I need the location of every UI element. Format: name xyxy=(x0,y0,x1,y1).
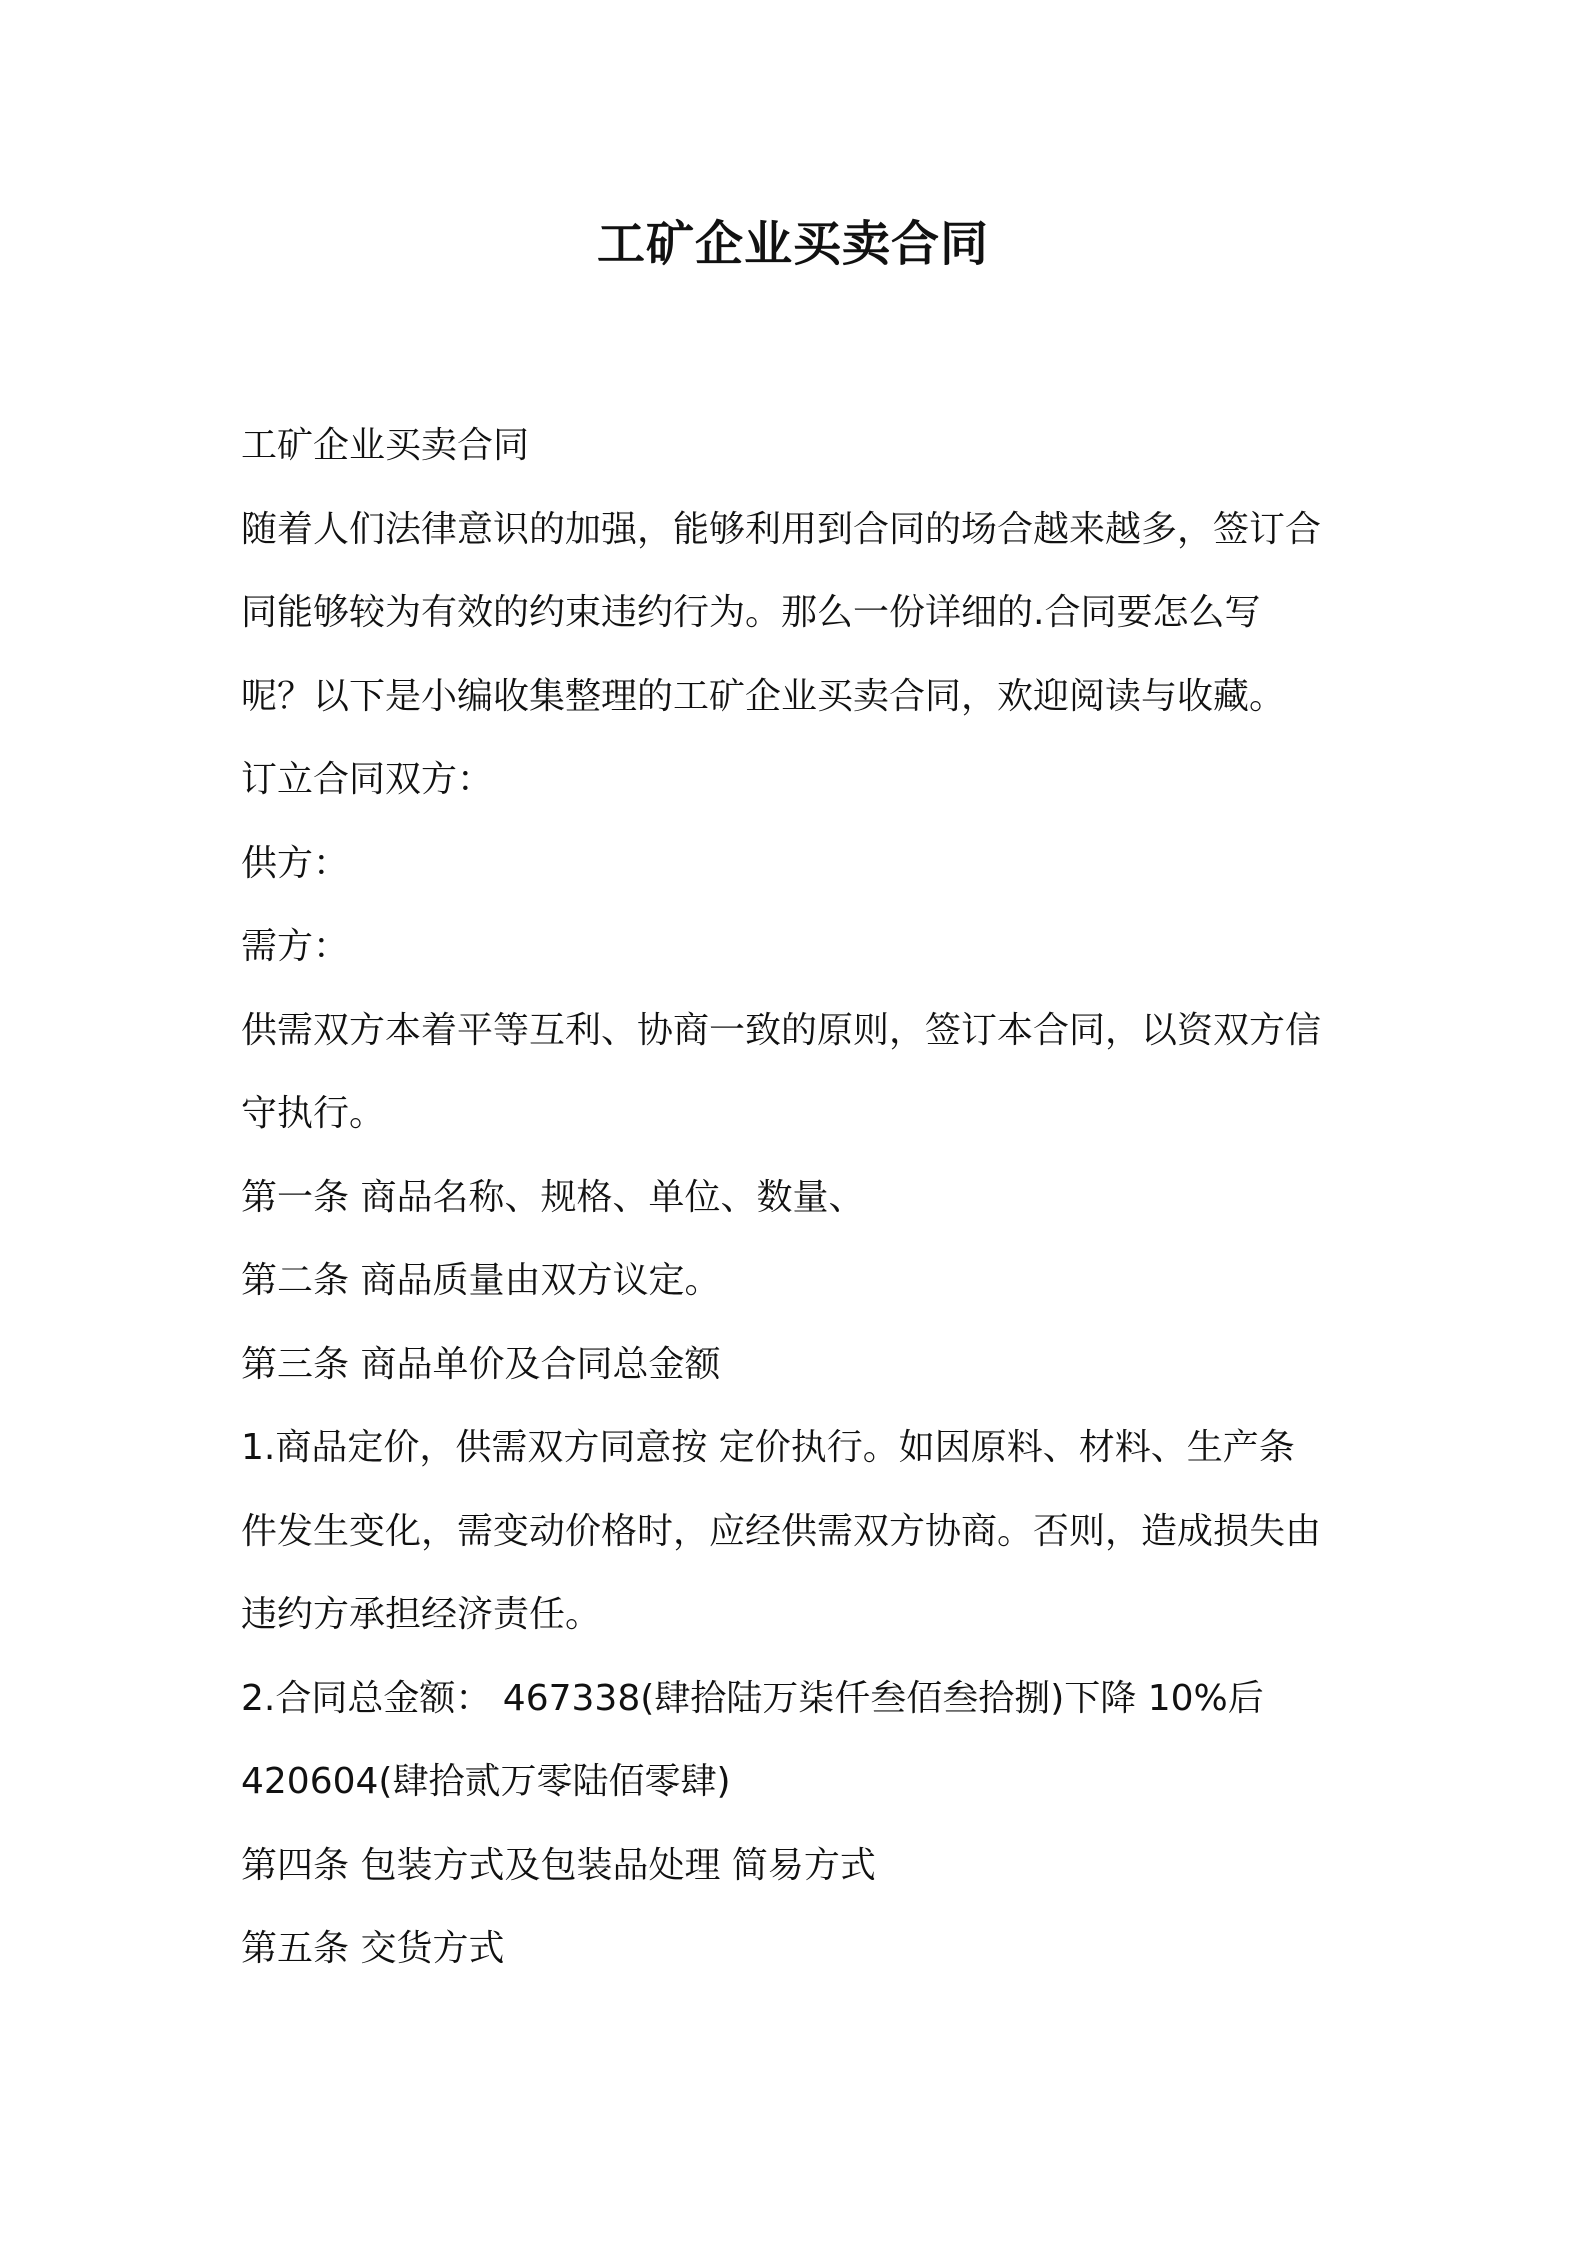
document-body xyxy=(241,404,1361,1991)
body-line-supplier: 供方： xyxy=(241,842,350,884)
body-line-article-5: 第五条 交货方式 xyxy=(241,1928,505,1969)
body-line-heading: 工矿企业买卖合同 xyxy=(241,425,530,466)
body-line-article-1: 第一条 商品名称、规格、单位、数量、 xyxy=(241,1176,865,1218)
body-line-intro-3: 呢？以下是小编收集整理的工矿企业买卖合同，欢迎阅读与收藏。 xyxy=(241,675,1286,717)
body-line-principle-2: 守执行。 xyxy=(241,1093,386,1134)
body-line-pricing-1: 1.商品定价，供需双方同意按 定价执行。如因原料、材料、生产条 xyxy=(241,1427,1295,1468)
body-line-total-1: 2.合同总金额： 467338(肆拾陆万柒仟叁佰叁拾捌)下降 10%后 xyxy=(241,1677,1264,1719)
body-line-parties: 订立合同双方： xyxy=(241,759,494,800)
body-line-intro-1: 随着人们法律意识的加强，能够利用到合同的场合越来越多，签订合 xyxy=(241,508,1322,550)
body-line-principle-1: 供需双方本着平等互利、协商一致的原则，签订本合同，以资双方信 xyxy=(241,1009,1322,1051)
document-title: 工矿企业买卖合同 xyxy=(596,216,989,272)
body-line-article-3: 第三条 商品单价及合同总金额 xyxy=(241,1343,721,1385)
body-line-article-2: 第二条 商品质量由双方议定。 xyxy=(241,1260,721,1301)
body-line-intro-2: 同能够较为有效的约束违约行为。那么一份详细的.合同要怎么写 xyxy=(241,592,1261,633)
body-line-article-4: 第四条 包装方式及包装品处理 简易方式 xyxy=(241,1844,876,1886)
body-line-total-2: 420604(肆拾贰万零陆佰零肆) xyxy=(241,1761,731,1802)
body-line-pricing-2: 件发生变化，需变动价格时，应经供需双方协商。否则，造成损失由 xyxy=(241,1510,1322,1552)
body-line-buyer: 需方： xyxy=(241,926,350,967)
body-line-pricing-3: 违约方承担经济责任。 xyxy=(241,1594,602,1635)
